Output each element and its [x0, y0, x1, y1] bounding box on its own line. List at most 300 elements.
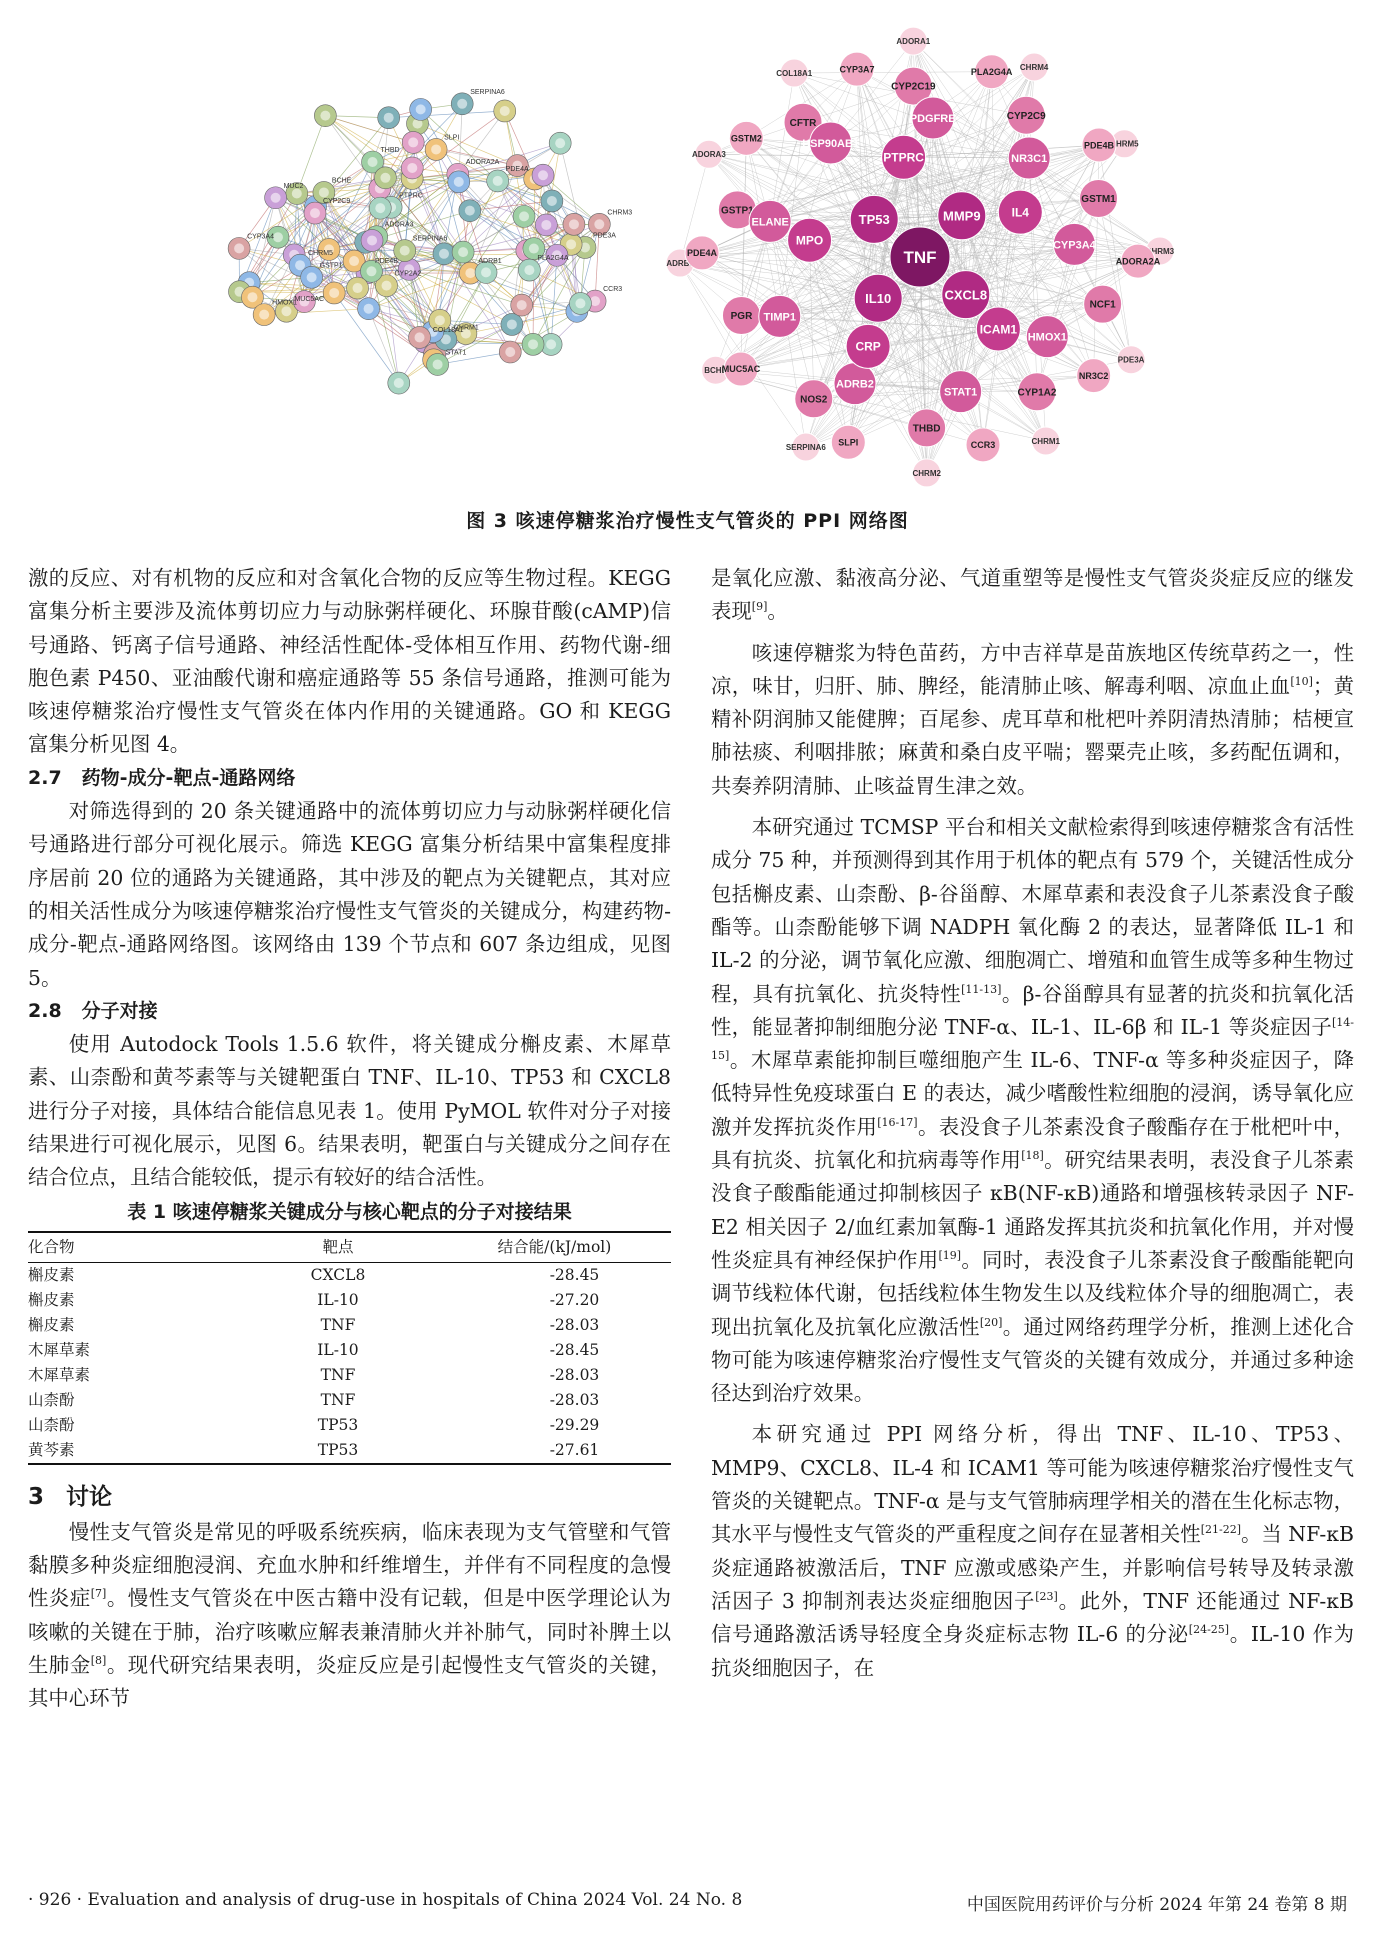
citation: [18] — [1021, 1149, 1044, 1163]
string-node-label: PDE4B — [375, 257, 398, 265]
paragraph: 对筛选得到的 20 条关键通路中的流体剪切应力与动脉粥样硬化信号通路进行部分可视化展示。筛选 KEGG 富集分析结果中富集程度排序居前 20 位的通路为关键通路，其中涉及的靶点为关键靶点，其对应的相关活性成分为咳速停糖浆治疗慢性支气管炎的关键成分，构建药物-成分-靶点-通路网络图。该网络由 139 个节点和 607 条边组成，见图 5。 — [28, 799, 671, 990]
node-label: HMOX1 — [1027, 331, 1067, 344]
string-node-label: THBD — [380, 147, 400, 155]
string-node-label: SERPINA6 — [470, 88, 505, 96]
paragraph: 使用 Autodock Tools 1.5.6 软件，将关键成分槲皮素、木犀草素、山柰酚和黄芩素等与关键靶蛋白 TNF、IL-10、TP53 和 CXCL8 进行分子对接，具体结合能信息见表 1。使用 PyMOL 软件对分子对接结果进行可视化展示，见图 6。结果表明，靶蛋白与关键成分之间存在结合位点，且结合能较低，提示有较好的结合活性。 — [28, 1032, 671, 1190]
node-label: PDE4B — [1083, 140, 1115, 151]
node-structure — [569, 219, 579, 229]
table-row — [28, 1262, 671, 1288]
node-structure — [524, 265, 534, 275]
citation: [9] — [751, 600, 768, 614]
node-label: CYP2C9 — [1006, 110, 1046, 122]
string-node-label: CHRM3 — [607, 209, 633, 217]
compound-cell: 山柰酚 — [28, 1415, 75, 1434]
compound-cell: 槲皮素 — [28, 1290, 75, 1309]
string-node — [369, 197, 391, 219]
node-label: CHRM4 — [1019, 62, 1049, 72]
node-label: MPO — [795, 233, 824, 248]
column-header: 化合物 — [28, 1232, 238, 1263]
string-node-label: PDE3A — [593, 232, 616, 240]
citation: [7] — [90, 1587, 107, 1601]
string-node — [378, 107, 400, 129]
ppi-edge — [716, 370, 1046, 441]
ppi-node — [759, 295, 801, 337]
string-node-label: ADORA3 — [384, 221, 414, 229]
ppi-node — [1020, 53, 1049, 81]
node-structure — [555, 138, 565, 148]
string-node — [402, 131, 424, 153]
node-label: CYP3A4 — [1052, 239, 1096, 252]
string-node — [541, 190, 563, 212]
string-node — [410, 98, 432, 120]
string-node — [448, 171, 470, 193]
node-label: PDE4A — [687, 248, 718, 259]
ppi-node — [1026, 316, 1068, 358]
node-structure — [457, 99, 467, 109]
citation: [23] — [1035, 1589, 1058, 1603]
string-node — [499, 341, 521, 363]
string-node — [401, 157, 423, 179]
ppi-node — [1032, 427, 1061, 455]
compound-cell: 槲皮素 — [28, 1265, 75, 1284]
node-structure — [368, 157, 378, 167]
string-node-label: STAT1 — [445, 349, 467, 357]
section-title: 分子对接 — [81, 999, 158, 1022]
ppi-node — [890, 227, 950, 287]
node-label: CYP1A2 — [1017, 387, 1057, 399]
text-run: 慢性支气管炎是常见的呼吸系统疾病，临床表现为支气管壁和气管黏膜多种炎症细胞浸润、充血水肿和纤维增生，并伴有不同程度的急慢性炎症 — [28, 1519, 671, 1611]
ppi-network-graph — [650, 22, 1190, 492]
string-node — [549, 132, 571, 154]
target-cell: TNF — [320, 1390, 356, 1409]
paragraph — [711, 562, 1354, 629]
paragraph — [711, 637, 1354, 803]
node-structure — [353, 283, 363, 293]
energy-cell: -29.29 — [549, 1415, 600, 1434]
ppi-node — [908, 409, 946, 447]
citation: [8] — [90, 1653, 107, 1667]
string-node-label: CYP2A2 — [394, 270, 422, 278]
string-node — [409, 326, 431, 348]
section-number: 3 — [28, 1483, 45, 1510]
compound-cell: 木犀草素 — [28, 1340, 91, 1359]
table-row — [28, 1413, 671, 1438]
ppi-node — [839, 52, 874, 86]
string-node — [501, 313, 523, 335]
left-column — [28, 562, 671, 1715]
ppi-edge — [794, 72, 991, 73]
node-label: CHRM5 — [1110, 139, 1139, 149]
text-run: 。通过网络药理学分析，推测上述化合物可能为咳速停糖浆治疗慢性支气管炎的关键有效成分，并通过多种途径达到治疗效果。 — [711, 1314, 1354, 1406]
node-label: THBD — [912, 423, 941, 435]
compound-cell: 山柰酚 — [28, 1390, 75, 1409]
string-node — [427, 353, 449, 375]
node-label: CYP2C19 — [891, 81, 936, 93]
ppi-node — [850, 195, 898, 243]
node-structure — [310, 208, 320, 218]
node-label: IL4 — [1011, 205, 1029, 220]
node-structure — [435, 315, 445, 325]
compound-cell: 木犀草素 — [28, 1365, 91, 1384]
node-structure — [394, 378, 404, 388]
string-node — [451, 93, 473, 115]
string-node-label: ADORA2A — [465, 159, 500, 167]
node-structure — [415, 332, 425, 342]
string-node-label: CHRM1 — [453, 324, 479, 332]
node-label: GSTP1 — [720, 205, 754, 217]
ppi-node — [1053, 223, 1097, 265]
ppi-node — [1077, 359, 1111, 393]
docking-table — [28, 1231, 671, 1465]
ppi-node — [1084, 285, 1122, 323]
node-structure — [594, 219, 604, 229]
string-node — [513, 205, 535, 227]
energy-cell: -28.03 — [549, 1315, 600, 1334]
ppi-node — [966, 428, 1000, 462]
node-structure — [519, 211, 529, 221]
text-run: 。慢性支气管炎在中医古籍中没有记载，但是中医学理论认为咳嗽的关键在于肺，治疗咳嗽应解表兼清肺火并补肺气，同时补脾土以生肺金 — [28, 1586, 672, 1677]
node-label: PGR — [730, 311, 753, 323]
citation: [19] — [938, 1248, 962, 1262]
string-node — [358, 298, 380, 320]
text-run: 咳速停糖浆为特色苗药，方中吉祥草是苗族地区传统草药之一，性凉，味甘，归肝、肺、脾经，能清肺止咳、解毒利咽、凉血止血 — [711, 640, 1354, 698]
section-number: 2.8 — [28, 999, 62, 1022]
text-run: 。β-谷甾醇具有显著的抗炎和抗氧化活性，能显著抑制细胞分泌 TNF-α、IL-1、IL-6β 和 IL-1 等炎症因子 — [711, 981, 1354, 1039]
node-structure — [329, 288, 339, 298]
string-node-label: CHRM5 — [308, 250, 333, 258]
string-node-label: GSTP1 — [319, 262, 343, 270]
node-structure — [454, 177, 464, 187]
node-structure — [380, 173, 390, 183]
string-node — [301, 266, 323, 288]
ppi-node — [1080, 180, 1118, 218]
string-node — [228, 237, 250, 259]
string-node-label: PDE4A — [505, 165, 529, 173]
node-structure — [364, 304, 374, 314]
node-structure — [517, 300, 527, 310]
ppi-node — [1082, 128, 1116, 162]
string-node — [433, 243, 455, 265]
string-node — [304, 202, 326, 224]
node-structure — [382, 281, 392, 291]
node-structure — [400, 246, 410, 256]
target-cell: IL-10 — [317, 1290, 359, 1309]
string-node-label: HMOX1 — [272, 299, 298, 307]
node-structure — [465, 206, 475, 216]
node-structure — [384, 113, 394, 123]
table-row — [28, 1363, 671, 1388]
string-node-label: MUC2 — [283, 182, 304, 190]
node-structure — [366, 266, 376, 276]
node-structure — [408, 137, 418, 147]
energy-cell: -27.20 — [549, 1290, 600, 1309]
node-structure — [375, 203, 385, 213]
node-structure — [407, 163, 417, 173]
node-label: PDGFRB — [909, 112, 957, 125]
ppi-node — [1018, 373, 1057, 411]
string-node-label: ADRB1 — [478, 258, 502, 266]
text-run: 是氧化应激、黏液高分泌、气道重塑等是慢性支气管炎炎症反应的继发表现 — [711, 566, 1354, 624]
text-run: 。当 NF-κB 炎症通路被激活后，TNF 应激或感染产生，并影响信号转导及转录激活因子 3 抑制剂表达炎症细胞因子 — [711, 1522, 1354, 1613]
node-label: MMP9 — [943, 208, 981, 224]
node-label: HSP90AB1 — [802, 137, 860, 150]
node-label: NR3C2 — [1078, 370, 1109, 381]
string-node — [459, 200, 481, 222]
citation: [14-15] — [711, 1015, 1354, 1063]
node-label: SLPI — [838, 437, 859, 448]
node-label: PDE3A — [1117, 355, 1145, 365]
node-structure — [234, 243, 244, 253]
string-node — [518, 259, 540, 281]
node-label: NOS2 — [800, 394, 828, 406]
ppi-node — [729, 121, 763, 155]
ppi-node — [942, 271, 990, 319]
node-label: ICAM1 — [979, 322, 1018, 337]
node-label: CYP3A7 — [839, 64, 875, 75]
node-label: IL10 — [865, 290, 892, 306]
ppi-node — [940, 371, 982, 413]
ppi-node — [976, 307, 1020, 351]
string-node-label: COL18A1 — [432, 326, 464, 334]
compound-cell: 黄芩素 — [28, 1438, 238, 1464]
node-label: GSTM1 — [1081, 194, 1116, 206]
string-node — [487, 170, 509, 192]
string-node-label: CYP3A4 — [247, 233, 274, 241]
string-node-label: SLPI — [444, 134, 460, 142]
node-structure — [320, 111, 330, 121]
compound-cell: 槲皮素 — [28, 1315, 75, 1334]
node-label: ADORA2A — [1115, 256, 1161, 267]
ppi-node — [912, 459, 941, 487]
string-node-label: BCHE — [331, 177, 352, 185]
string-node — [535, 214, 557, 236]
node-label: PTPRC — [883, 150, 924, 165]
node-label: CHRM1 — [1031, 436, 1060, 446]
ppi-node — [1007, 96, 1046, 134]
section-heading-2-8 — [28, 995, 671, 1028]
table-row — [28, 1288, 671, 1313]
text-run: 。表没食子儿茶素没食子酸酯存在于枇杷叶中，具有抗炎、抗氧化和抗病毒等作用 — [711, 1114, 1355, 1173]
string-node — [388, 372, 410, 394]
node-label: NCF1 — [1089, 299, 1116, 311]
node-structure — [247, 292, 257, 302]
string-node-label: CCR3 — [603, 286, 623, 294]
node-structure — [507, 319, 517, 329]
text-run: 本研究通过 PPI 网络分析，得出 TNF、IL-10、TP53、MMP9、CXCL8、IL-4 和 ICAM1 等可能为咳速停糖浆治疗慢性支气管炎的关键靶点。TNF-α 是与支气管肺病理学相关的潜在生化标志物，其水平与慢性支气管炎的严重程度之间存在显著相关性 — [711, 1422, 1354, 1547]
node-label: COL18A1 — [776, 68, 813, 78]
ppi-node — [722, 296, 760, 334]
node-label: TIMP1 — [763, 311, 796, 324]
string-node — [361, 229, 383, 251]
ppi-node — [786, 433, 827, 461]
node-label: ELANE — [751, 216, 789, 229]
node-label: CCR3 — [970, 440, 996, 451]
ppi-figure — [195, 22, 1190, 492]
node-label: CRP — [855, 339, 881, 354]
ppi-node — [896, 27, 930, 55]
string-edge — [551, 255, 557, 344]
text-run: 。IL-10 作为抗炎细胞因子，在 — [711, 1622, 1354, 1680]
column-header: 结合能/(kJ/mol) — [438, 1232, 671, 1263]
table-row — [28, 1438, 671, 1464]
node-structure — [528, 339, 538, 349]
string-node — [425, 138, 447, 160]
node-label: PLA2G4A — [970, 66, 1013, 77]
section-title: 药物-成分-靶点-通路网络 — [81, 766, 296, 789]
text-run: 。研究结果表明，表没食子儿茶素没食子酸酯能通过抑制核因子 κB(NF-κB)通路和增强核转录因子 NF-E2 相关因子 2/血红素加氧酶-1 通路发挥其抗炎和抗氧化作用，并对慢性炎症具有神经保护作用 — [711, 1148, 1354, 1272]
text-run: ；黄精补阴润肺又能健脾；百尾参、虎耳草和枇杷叶养阴清热清肺；桔梗宣肺祛痰、利咽排脓；麻黄和桑白皮平喘；罂粟壳止咳，多药配伍调和，共奏养阴清肺、止咳益胃生津之效。 — [711, 673, 1355, 798]
section-number: 2.7 — [28, 766, 62, 789]
string-node-label: PLA2G4A — [537, 255, 569, 263]
string-node — [253, 304, 275, 326]
text-run: 。此外，TNF 还能通过 NF-κB 信号通路激活诱导轻度全身炎症标志物 IL-6 的分泌 — [711, 1588, 1354, 1647]
text-run: 。木犀草素能抑制巨噬细胞产生 IL-6、TNF-α 等多种炎症因子，降低特异性免疫球蛋白 E 的表达，减少嗜酸性粒细胞的浸润，诱导氧化应激并发挥抗炎作用 — [711, 1048, 1354, 1139]
node-structure — [295, 260, 305, 270]
ppi-node — [938, 192, 986, 240]
text-run: 。现代研究结果表明，炎症反应是引起慢性支气管炎的关键，其中心环节 — [28, 1652, 672, 1711]
node-structure — [546, 339, 556, 349]
target-cell: TP53 — [238, 1438, 438, 1464]
node-structure — [538, 170, 548, 180]
node-structure — [273, 232, 283, 242]
node-structure — [307, 272, 317, 282]
table-row — [28, 1338, 671, 1363]
string-node — [265, 187, 287, 209]
target-cell: TP53 — [317, 1415, 359, 1434]
ppi-node — [1008, 137, 1050, 179]
node-label: STAT1 — [944, 386, 978, 399]
node-structure — [465, 268, 475, 278]
text-run: 。 — [767, 599, 788, 624]
figure-caption: 图 3 咳速停糖浆治疗慢性支气管炎的 PPI 网络图 — [466, 510, 909, 532]
string-node — [494, 100, 516, 122]
string-node — [569, 292, 591, 314]
node-label: TNF — [903, 248, 937, 268]
string-node — [323, 282, 345, 304]
node-structure — [281, 306, 291, 316]
table-title: 表 1 咳速停糖浆关键成分与核心靶点的分子对接结果 — [127, 1200, 572, 1223]
ppi-node — [685, 236, 719, 270]
string-node — [347, 277, 369, 299]
ppi-node — [831, 425, 865, 459]
ppi-node — [749, 200, 791, 242]
string-node-label: MUC5AC — [294, 296, 325, 304]
node-structure — [271, 193, 281, 203]
citation: [20] — [979, 1315, 1003, 1329]
node-structure — [547, 196, 557, 206]
node-structure — [541, 220, 551, 230]
ppi-node — [1117, 346, 1145, 374]
node-structure — [319, 187, 329, 197]
node-label: CXCL8 — [944, 287, 988, 303]
node-structure — [431, 144, 441, 154]
ppi-node — [788, 218, 832, 262]
node-structure — [439, 249, 449, 259]
node-structure — [416, 104, 426, 114]
node-label: ADRB2 — [836, 378, 874, 391]
citation: [24-25] — [1188, 1623, 1230, 1637]
node-structure — [458, 247, 468, 257]
node-structure — [349, 256, 359, 266]
energy-cell: -28.03 — [549, 1365, 600, 1384]
section-heading-2-7 — [28, 762, 671, 795]
node-label: ADORA3 — [691, 150, 726, 160]
citation: [16-17] — [877, 1115, 918, 1129]
node-structure — [529, 244, 539, 254]
target-cell: IL-10 — [317, 1340, 359, 1359]
ppi-node — [998, 190, 1042, 234]
node-label: MUC5AC — [721, 364, 761, 375]
string-node-label: CYP2C9 — [322, 198, 351, 206]
node-structure — [259, 310, 269, 320]
right-column — [711, 562, 1354, 1685]
section-title: 讨论 — [66, 1483, 113, 1510]
energy-cell: -28.03 — [549, 1390, 600, 1409]
paragraph — [711, 811, 1354, 1410]
paragraph — [711, 1418, 1354, 1684]
string-network-image — [195, 22, 650, 492]
footer-right: 中国医院用药评价与分析 2024 年第 24 卷第 8 期 — [966, 1895, 1347, 1915]
table-row — [28, 1313, 671, 1338]
string-node — [452, 241, 474, 263]
table-row — [28, 1388, 671, 1413]
target-cell: CXCL8 — [310, 1265, 366, 1284]
node-label: SERPINA6 — [785, 442, 826, 452]
string-node — [522, 333, 544, 355]
ppi-node — [846, 324, 890, 368]
string-node — [314, 105, 336, 127]
ppi-node — [854, 274, 902, 322]
node-structure — [481, 267, 491, 277]
table-header-row — [28, 1232, 671, 1263]
citation: [11-13] — [961, 982, 1002, 996]
ppi-node — [971, 55, 1013, 89]
node-label: TP53 — [858, 212, 890, 228]
target-cell: TNF — [320, 1365, 356, 1384]
string-node — [563, 213, 585, 235]
citation: [21-22] — [1200, 1523, 1241, 1537]
node-structure — [566, 239, 576, 249]
string-node — [511, 294, 533, 316]
node-structure — [500, 106, 510, 116]
ppi-node — [692, 140, 726, 168]
footer-left: · 926 · Evaluation and analysis of drug-use in hospitals of China 2024 Vol. 24 No. 8 — [28, 1890, 743, 1910]
column-header: 靶点 — [238, 1232, 438, 1263]
paragraph — [28, 1516, 671, 1716]
ppi-node — [882, 135, 926, 179]
node-label: NR3C1 — [1011, 152, 1048, 165]
node-label: ADORA1 — [896, 36, 931, 46]
energy-cell: -28.45 — [549, 1340, 600, 1359]
ppi-node — [795, 380, 833, 418]
section-heading-3 — [28, 1481, 671, 1514]
node-structure — [575, 298, 585, 308]
node-structure — [505, 347, 515, 357]
citation: [10] — [1290, 674, 1313, 688]
node-structure — [292, 188, 302, 198]
string-node — [374, 167, 396, 189]
node-structure — [433, 359, 443, 369]
energy-cell: -28.45 — [549, 1265, 600, 1284]
string-node-label: PTPRC — [399, 192, 423, 200]
node-label: BCHE — [704, 366, 727, 376]
string-node — [532, 164, 554, 186]
node-label: GSTM2 — [730, 133, 762, 144]
node-label: CFTR — [789, 117, 817, 129]
node-structure — [493, 176, 503, 186]
node-label: ADRB1 — [666, 258, 694, 268]
node-structure — [367, 235, 377, 245]
